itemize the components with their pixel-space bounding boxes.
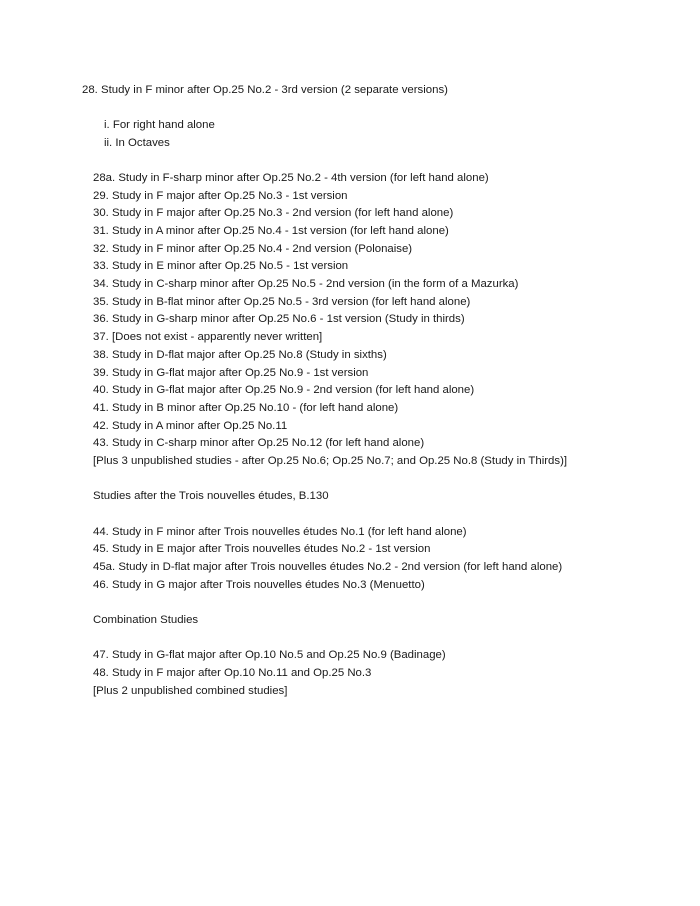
list-item: 48. Study in F major after Op.10 No.11 and Op.25 No.3: [93, 667, 372, 679]
list-item: 38. Study in D-flat major after Op.25 No.8 (Study in sixths): [93, 349, 387, 361]
list-item: 36. Study in G-sharp minor after Op.25 No.6 - 1st version (Study in thirds): [93, 313, 465, 325]
list-item: 35. Study in B-flat minor after Op.25 No.5 - 3rd version (for left hand alone): [93, 296, 471, 308]
list-item: 37. [Does not exist - apparently never written]: [93, 331, 323, 343]
list-item: 40. Study in G-flat major after Op.25 No.9 - 2nd version (for left hand alone): [93, 384, 475, 396]
list-item: 28a. Study in F-sharp minor after Op.25 No.2 - 4th version (for left hand alone): [93, 172, 489, 184]
subitem-right-hand: i. For right hand alone: [104, 119, 215, 131]
list-item: 45a. Study in D-flat major after Trois nouvelles études No.2 - 2nd version (for left hand alone): [93, 561, 563, 573]
list-item: 42. Study in A minor after Op.25 No.11: [93, 420, 288, 432]
list-item: 33. Study in E minor after Op.25 No.5 - 1st version: [93, 260, 349, 272]
list-item: 46. Study in G major after Trois nouvelles études No.3 (Menuetto): [93, 579, 425, 591]
list-item: 31. Study in A minor after Op.25 No.4 - 1st version (for left hand alone): [93, 225, 449, 237]
list-item: 43. Study in C-sharp minor after Op.25 No.12 (for left hand alone): [93, 437, 425, 449]
section-title-combination: Combination Studies: [93, 614, 199, 626]
list-item: 44. Study in F minor after Trois nouvelles études No.1 (for left hand alone): [93, 526, 467, 538]
list-item: [Plus 2 unpublished combined studies]: [93, 685, 288, 697]
subitem-octaves: ii. In Octaves: [104, 137, 170, 149]
list-item: 41. Study in B minor after Op.25 No.10 - (for left hand alone): [93, 402, 399, 414]
list-item: 29. Study in F major after Op.25 No.3 - 1st version: [93, 190, 348, 202]
study-28-heading: 28. Study in F minor after Op.25 No.2 - 3rd version (2 separate versions): [82, 84, 448, 96]
list-item: [Plus 3 unpublished studies - after Op.25 No.6; Op.25 No.7; and Op.25 No.8 (Study in Thirds)]: [93, 455, 568, 467]
list-item: 34. Study in C-sharp minor after Op.25 No.5 - 2nd version (in the form of a Mazurka): [93, 278, 519, 290]
list-item: 30. Study in F major after Op.25 No.3 - 2nd version (for left hand alone): [93, 207, 454, 219]
list-item: 32. Study in F minor after Op.25 No.4 - 2nd version (Polonaise): [93, 243, 413, 255]
section-title-trois-nouvelles: Studies after the Trois nouvelles études, B.130: [93, 490, 329, 502]
list-item: 45. Study in E major after Trois nouvelles études No.2 - 1st version: [93, 543, 431, 555]
list-item: 39. Study in G-flat major after Op.25 No.9 - 1st version: [93, 367, 369, 379]
list-item: 47. Study in G-flat major after Op.10 No.5 and Op.25 No.9 (Badinage): [93, 649, 446, 661]
